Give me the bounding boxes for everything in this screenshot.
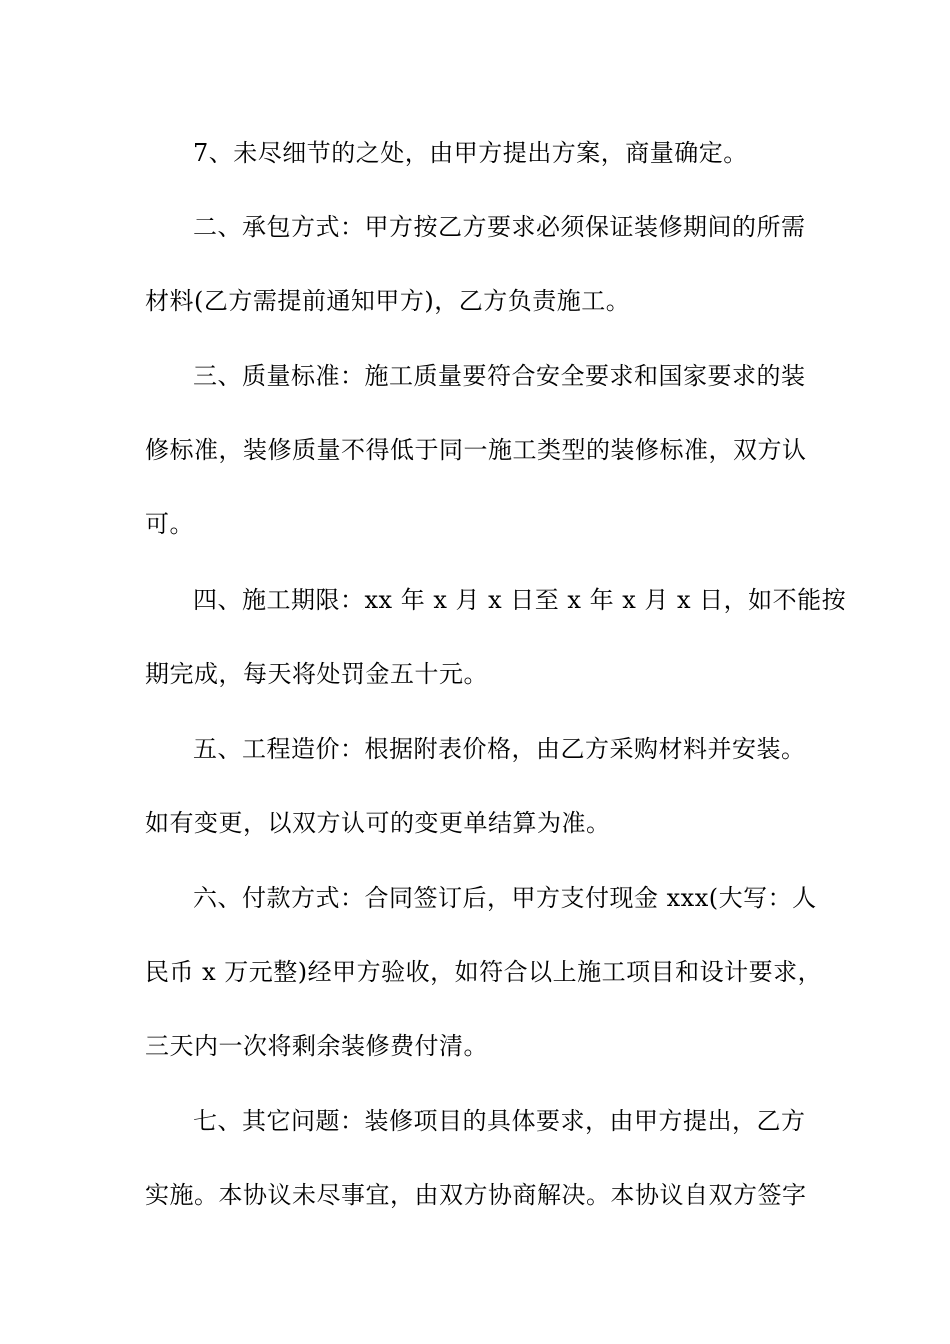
text-line-construction-period-cont: 期完成，每天将处罚金五十元。	[145, 660, 488, 688]
text-line-payment-method-end: 三天内一次将剩余装修费付清。	[145, 1032, 488, 1060]
text-line-project-cost-cont: 如有变更，以双方认可的变更单结算为准。	[145, 809, 611, 837]
text-line-payment-method: 六、付款方式：合同签订后，甲方支付现金 xxx(大写：人	[193, 884, 817, 912]
text-line-project-cost: 五、工程造价：根据附表价格，由乙方采购材料并安装。	[193, 735, 806, 763]
text-line-other-issues: 七、其它问题：装修项目的具体要求，由甲方提出，乙方	[193, 1107, 806, 1135]
text-line-construction-period: 四、施工期限：xx 年 x 月 x 日至 x 年 x 月 x 日，如不能按	[193, 586, 847, 614]
text-line-other-issues-cont: 实施。本协议未尽事宜，由双方协商解决。本协议自双方签字	[145, 1181, 807, 1209]
text-line-clause-7-detail: 7、未尽细节的之处，由甲方提出方案，商量确定。	[193, 139, 748, 167]
text-line-quality-standard-end: 可。	[145, 510, 194, 538]
text-line-quality-standard-cont: 修标准，装修质量不得低于同一施工类型的装修标准，双方认	[145, 436, 807, 464]
text-line-payment-method-cont: 民币 x 万元整)经甲方验收，如符合以上施工项目和设计要求，	[145, 958, 823, 986]
text-line-quality-standard: 三、质量标准：施工质量要符合安全要求和国家要求的装	[193, 362, 806, 390]
text-line-contract-method-cont: 材料(乙方需提前通知甲方)，乙方负责施工。	[145, 287, 631, 315]
text-line-contract-method: 二、承包方式：甲方按乙方要求必须保证装修期间的所需	[193, 213, 806, 241]
